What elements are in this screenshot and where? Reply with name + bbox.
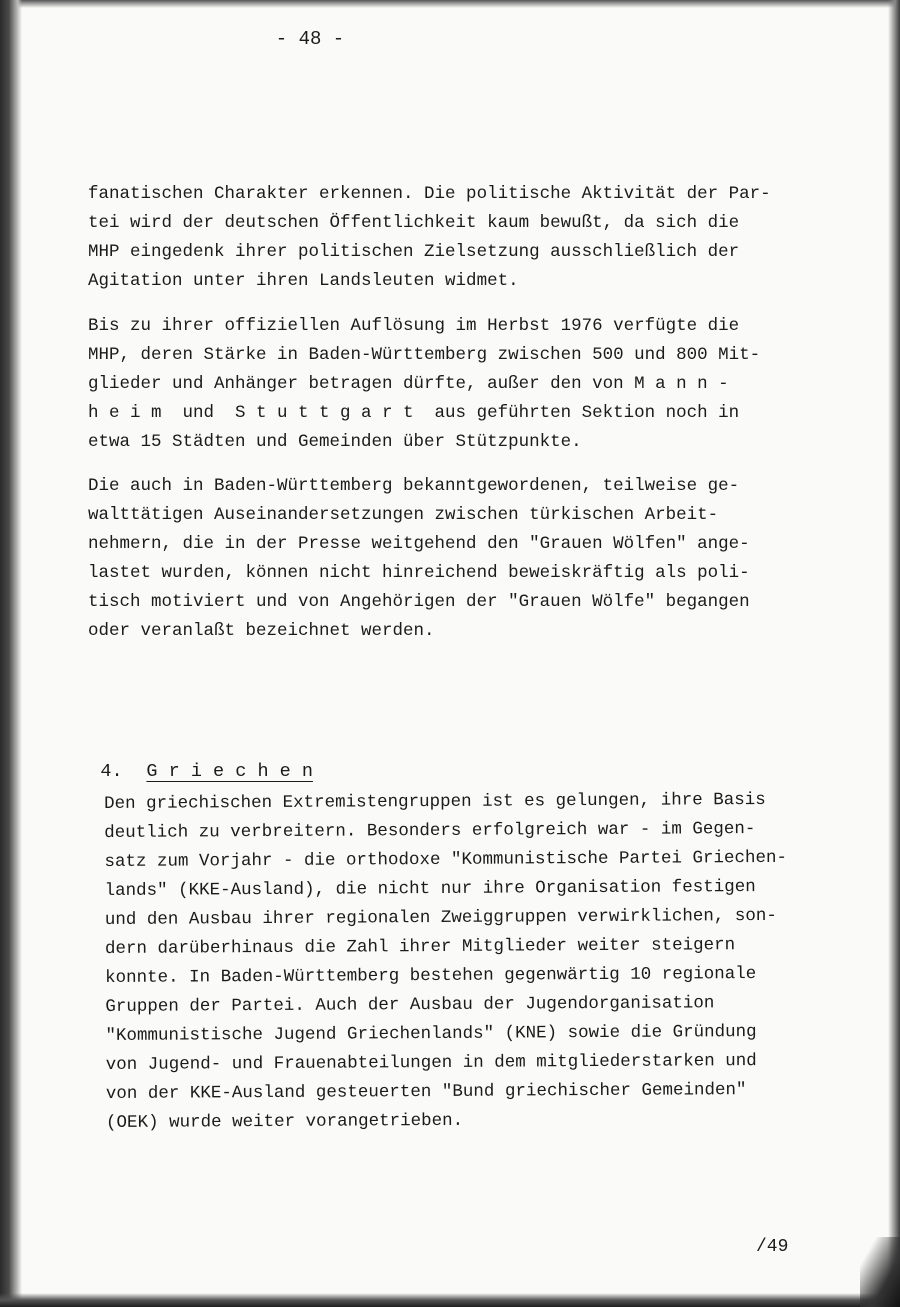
paragraph-mhp-activity: fanatischen Charakter erkennen. Die politische Aktivität der Par- tei wird der deutschen Öffentlichkeit kaum bewußt, da sich die MHP eingedenk ihrer politischen Zielsetzung ausschließlich der Agitation unter ihren Landsleuten widmet. (88, 184, 771, 291)
page-number: - 48 - (275, 28, 345, 50)
paragraph-greek-extremists: Den griechischen Extremistengruppen ist es gelungen, ihre Basis deutlich zu verbreitern. Besonders erfolgreich war - im Gegen- satz zum Vorjahr - die orthodoxe "Kommunistische Partei Griechen- lands" (KKE-Ausland), die nicht nur ihre Organisation festigen und den Ausbau ihrer regionalen Zweiggruppen verwirklichen, son- dern darüberhinaus die Zahl ihrer Mitglieder weiter steigern konnte. In Baden-Württemberg bestehen gegenwärtig 10 regionale Gruppen der Partei. Auch der Ausbau der Jugendorganisation "Kommunistische Jugend Griechenlands" (KNE) sowie die Gründung von Jugend- und Frauenabteilungen in dem mitgliederstarken und von der KKE-Ausland gesteuerten "Bund griechischer Gemeinden" (OEK) wurde weiter vorangetrieben. (104, 789, 788, 1133)
scan-edge-bottom (0, 1293, 900, 1307)
paragraph-grey-wolves: Die auch in Baden-Württemberg bekanntgewordenen, teilweise ge- walttätigen Auseinandersetzungen zwischen türkischen Arbeit- nehmern, die in der Presse weitgehend den "Grauen Wölfen" ange- lastet wurden, können nicht hinreichend beweiskräftig als poli- tisch motiviert und von Angehörigen der "Grauen Wölfe" begangen oder veranlaßt bezeichnet werden. (88, 476, 750, 641)
section-number: 4. (100, 761, 123, 782)
scan-edge-right (888, 0, 900, 1307)
scan-edge-left (0, 0, 22, 1307)
paragraph-mhp-dissolution: Bis zu ihrer offiziellen Auflösung im Herbst 1976 verfügte die MHP, deren Stärke in Baden-Württemberg zwischen 500 und 800 Mit- glieder und Anhänger betragen dürfte, außer den von M a n n - h e i m und S t u t t g a r t aus geführten Sektion noch in etwa 15 Städten und Gemeinden über Stützpunkte. (88, 316, 761, 452)
continuation-marker: /49 (756, 1237, 789, 1257)
section-title: G r i e c h e n (146, 761, 313, 782)
scan-corner-shadow (860, 1237, 900, 1307)
scan-edge-top (0, 0, 900, 8)
